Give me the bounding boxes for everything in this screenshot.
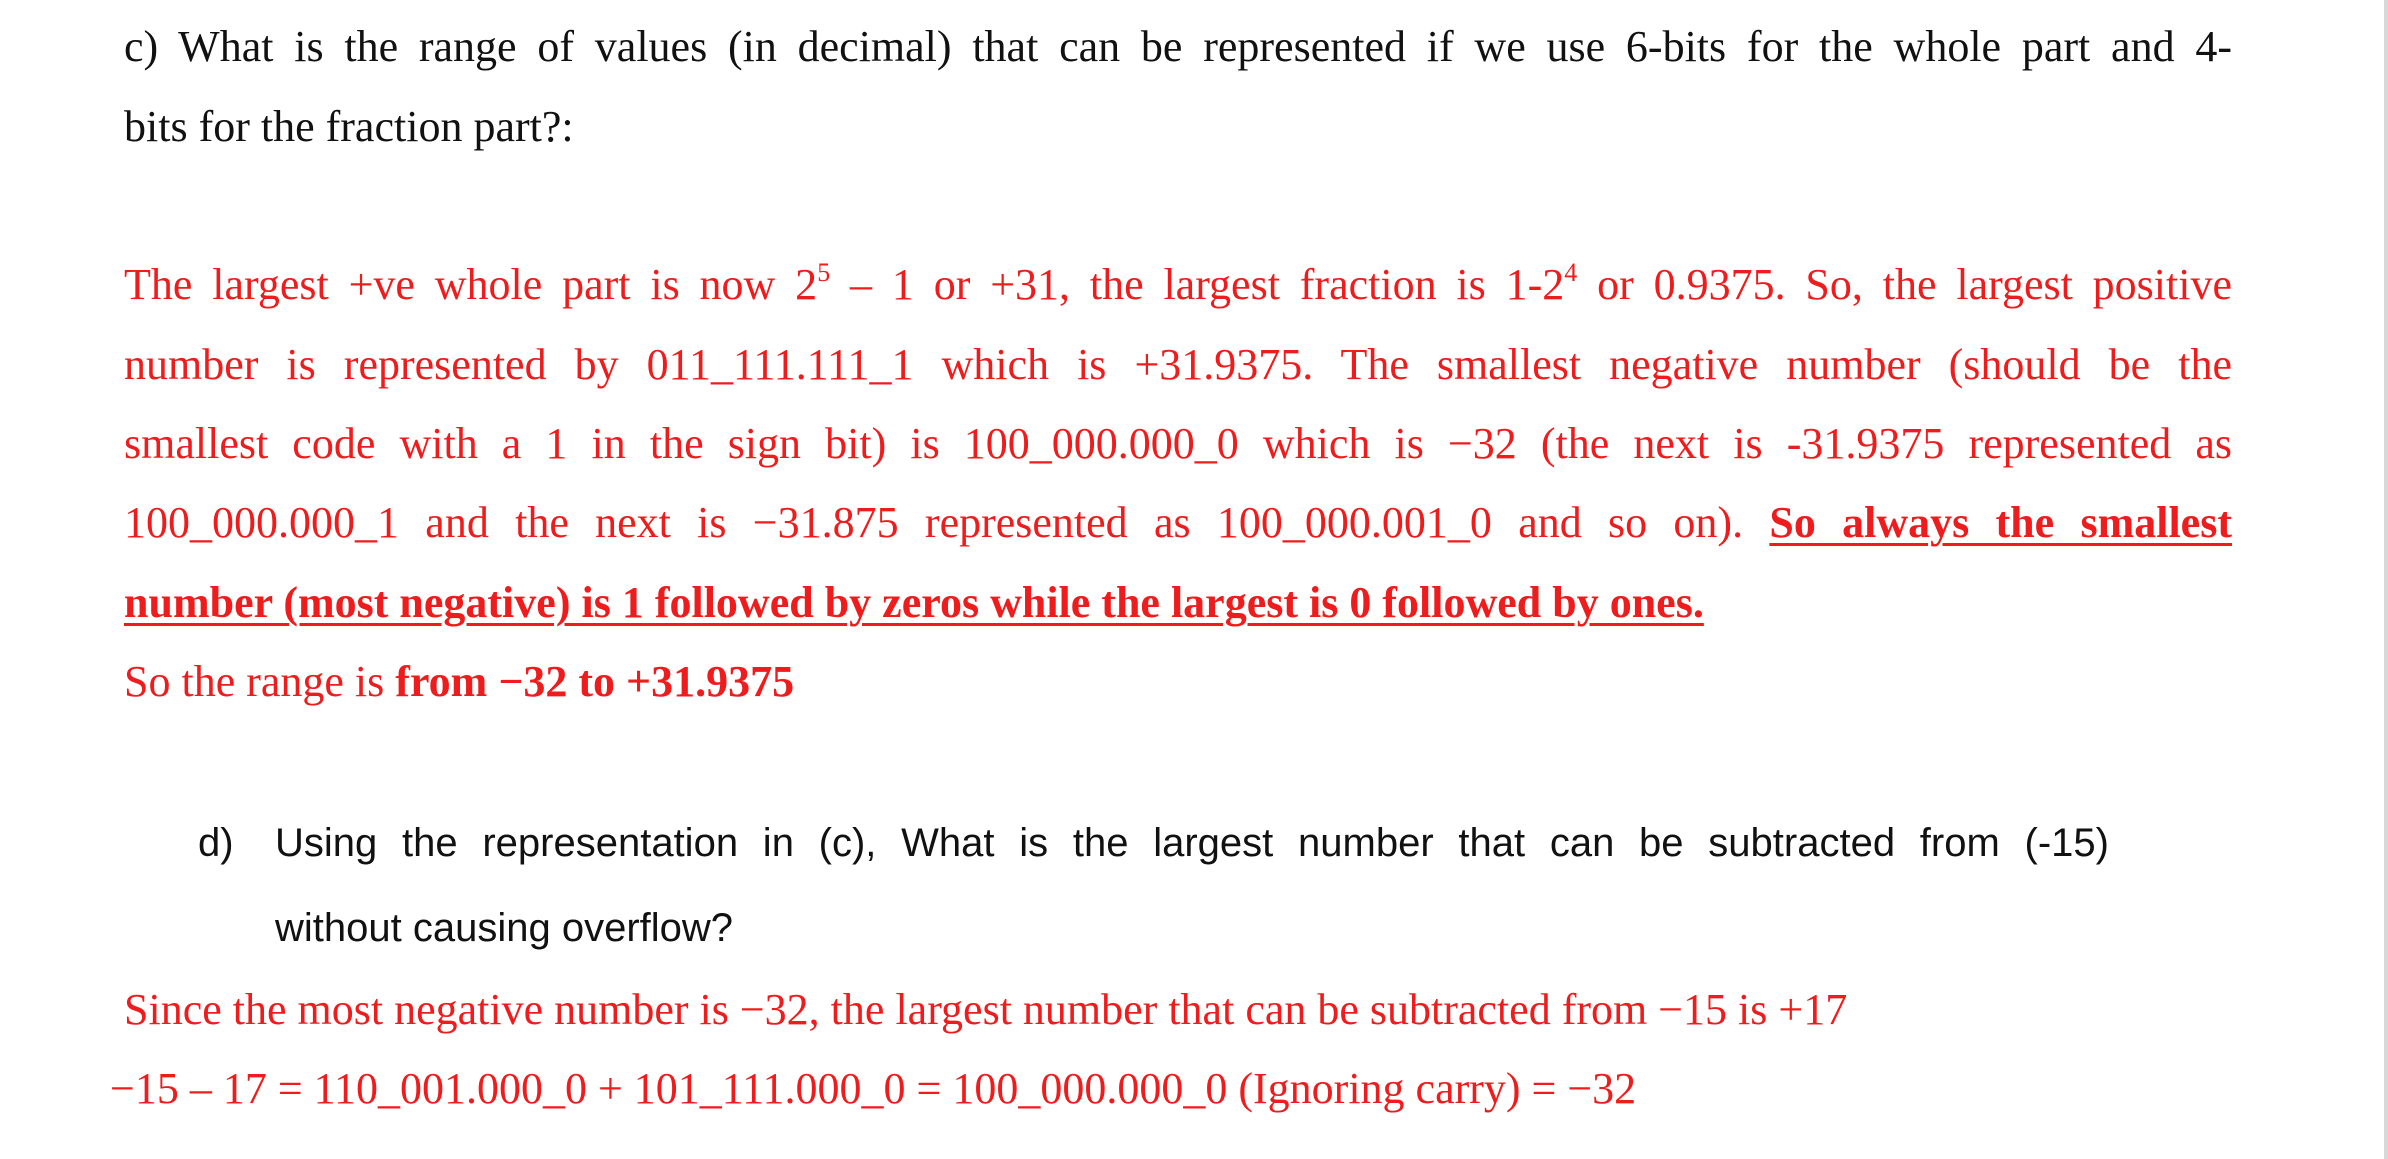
- question-d-line-1: Using the representation in (c), What is the largest number that can be subtracted from (-15): [275, 821, 2109, 865]
- answer-c-range: [124, 656, 794, 708]
- answer-c-line-1-text-a: The largest +ve whole part is now 2: [124, 260, 818, 309]
- range-value: from −32 to +31.9375: [395, 657, 795, 706]
- answer-d-line-2: −15 – 17 = 110_001.000_0 + 101_111.000_0 = 100_000.000_0 (Ignoring carry) = −32: [110, 1064, 1637, 1113]
- exponent-5: 5: [817, 258, 831, 287]
- answer-c-line-4-text: 100_000.000_1 and the next is −31.875 represented as 100_000.001_0 and so on).: [124, 498, 1770, 547]
- answer-c-line-1: [124, 259, 2232, 311]
- answer-c-line-3: smallest code with a 1 in the sign bit) is 100_000.000_0 which is −32 (the next is -31.9375 represented as: [124, 419, 2232, 468]
- question-c-line-2: bits for the fraction part?:: [124, 102, 574, 151]
- answer-c-line-2: number is represented by 011_111.111_1 which is +31.9375. The smallest negative number (should be the: [124, 340, 2232, 389]
- exponent-4: 4: [1564, 258, 1578, 287]
- answer-c-line-1-text-c: or 0.9375. So, the largest positive: [1577, 260, 2232, 309]
- question-d-line-2: without causing overflow?: [275, 906, 734, 950]
- question-d-label: d): [198, 821, 234, 865]
- answer-c-conclusion-end: number (most negative) is 1 followed by zeros while the largest is 0 followed by ones.: [124, 578, 1704, 627]
- page-edge: [2384, 0, 2388, 1159]
- answer-c-conclusion-start: So always the smallest: [1769, 498, 2232, 547]
- answer-c-line-4: [124, 497, 2232, 549]
- answer-d-line-1: Since the most negative number is −32, the largest number that can be subtracted from −15 is +17: [124, 985, 1848, 1034]
- question-c-line-1: c) What is the range of values (in decimal) that can be represented if we use 6-bits for the whole part and 4-: [124, 22, 2232, 71]
- range-prefix: So the range is: [124, 657, 396, 706]
- answer-c-line-1-text-b: – 1 or +31, the largest fraction is 1-2: [830, 260, 1565, 309]
